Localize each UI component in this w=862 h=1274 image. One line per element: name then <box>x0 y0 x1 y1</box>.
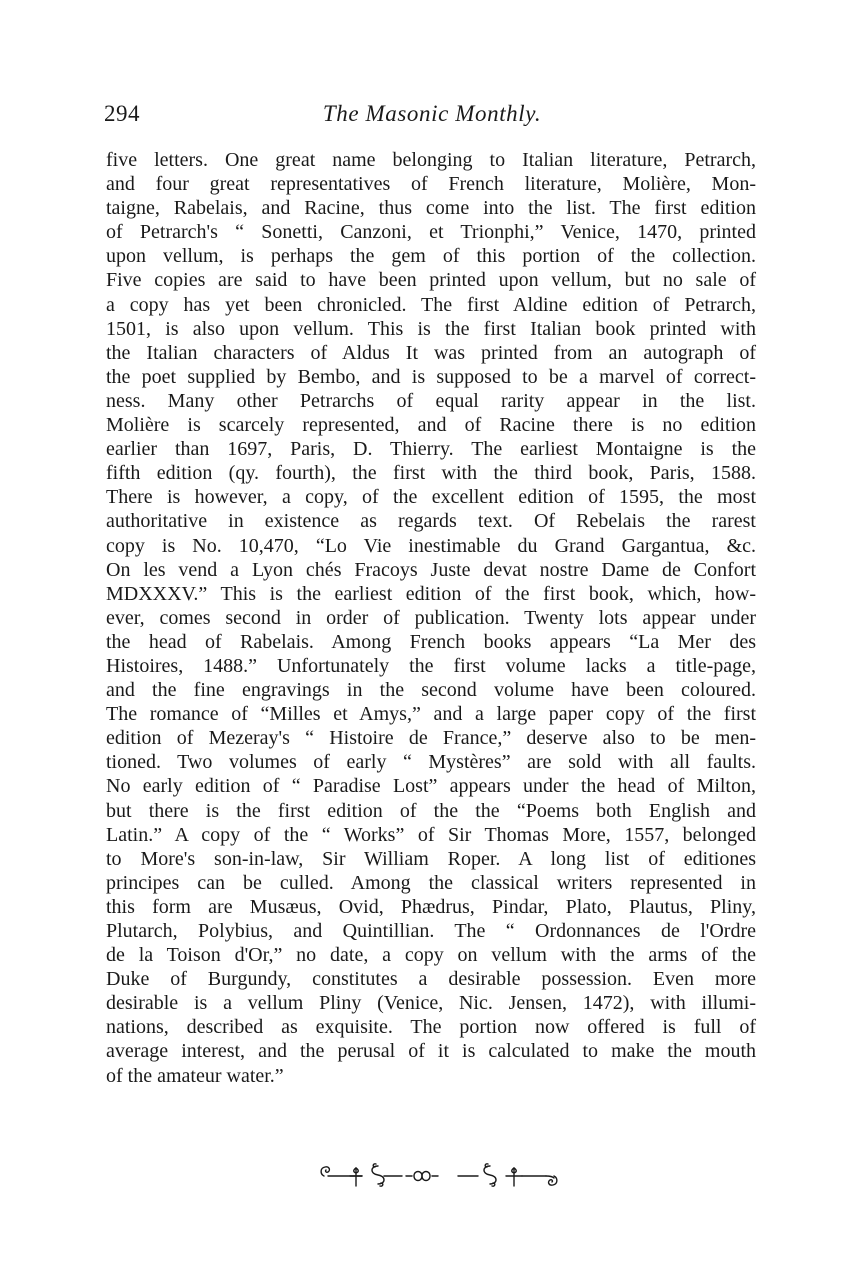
text-line: ever, comes second in order of publication. Twenty lots appear under <box>106 606 756 629</box>
text-line: earlier than 1697, Paris, D. Thierry. The earliest Montaigne is the <box>106 438 756 461</box>
text-line: taigne, Rabelais, and Racine, thus come into the list. The first edition <box>106 197 756 220</box>
text-line: the Italian characters of Aldus It was printed from an autograph of <box>106 341 756 364</box>
text-line: this form are Musæus, Ovid, Phædrus, Pindar, Plato, Plautus, Pliny, <box>106 895 756 918</box>
text-line: upon vellum, is perhaps the gem of this portion of the collection. <box>106 245 756 268</box>
text-line: On les vend a Lyon chés Fracoys Juste devat nostre Dame de Confort <box>106 558 756 581</box>
text-line: nations, described as exquisite. The portion now offered is full of <box>106 1016 756 1039</box>
text-line: ness. Many other Petrarchs of equal rarity appear in the list. <box>106 389 756 412</box>
text-line: Five copies are said to have been printed upon vellum, but no sale of <box>106 269 756 292</box>
text-line: edition of Mezeray's “ Histoire de France,” deserve also to be men- <box>106 727 756 750</box>
running-header <box>104 101 760 133</box>
text-line: fifth edition (qy. fourth), the first with the third book, Paris, 1588. <box>106 462 756 485</box>
text-line: principes can be culled. Among the classical writers represented in <box>106 871 756 894</box>
text-line: Latin.” A copy of the “ Works” of Sir Thomas More, 1557, belonged <box>106 823 756 846</box>
text-line: Histoires, 1488.” Unfortunately the first volume lacks a title-page, <box>106 654 756 677</box>
text-line: of Petrarch's “ Sonetti, Canzoni, et Trionphi,” Venice, 1470, printed <box>106 221 756 244</box>
text-line: and the fine engravings in the second volume have been coloured. <box>106 679 756 702</box>
text-line: the head of Rabelais. Among French books appears “La Mer des <box>106 630 756 653</box>
text-line: The romance of “Milles et Amys,” and a large paper copy of the first <box>106 703 756 726</box>
text-line: There is however, a copy, of the excellent edition of 1595, the most <box>106 486 756 509</box>
fleuron-ornament-icon <box>318 1156 562 1192</box>
text-line: tioned. Two volumes of early “ Mystères” are sold with all faults. <box>106 751 756 774</box>
text-line: a copy has yet been chronicled. The first Aldine edition of Petrarch, <box>106 293 756 316</box>
text-line: average interest, and the perusal of it is calculated to make the mouth <box>106 1040 756 1063</box>
text-line: Plutarch, Polybius, and Quintillian. The “ Ordonnances de l'Ordre <box>106 920 756 942</box>
article-body <box>106 148 756 1088</box>
text-line: authoritative in existence as regards text. Of Rebelais the rarest <box>106 510 756 533</box>
journal-title: The Masonic Monthly. <box>322 101 542 126</box>
text-line: to More's son-in-law, Sir William Roper. A long list of editiones <box>106 847 756 870</box>
text-line: MDXXXV.” This is the earliest edition of the first book, which, how- <box>106 582 756 605</box>
text-line: the poet supplied by Bembo, and is supposed to be a marvel of correct- <box>106 365 756 388</box>
text-line: five letters. One great name belonging to Italian literature, Petrarch, <box>106 149 756 171</box>
text-line: desirable is a vellum Pliny (Venice, Nic. Jensen, 1472), with illumi- <box>106 992 756 1015</box>
text-line: 1501, is also upon vellum. This is the first Italian book printed with <box>106 317 756 340</box>
text-line: Duke of Burgundy, constitutes a desirable possession. Even more <box>106 968 756 991</box>
text-line: copy is No. 10,470, “Lo Vie inestimable du Grand Gargantua, &c. <box>106 534 756 557</box>
text-line: No early edition of “ Paradise Lost” appears under the head of Milton, <box>106 775 756 798</box>
text-line: de la Toison d'Or,” no date, a copy on vellum with the arms of the <box>106 944 756 967</box>
text-line: and four great representatives of French literature, Molière, Mon- <box>106 173 756 196</box>
text-line: but there is the first edition of the the “Poems both English and <box>106 799 756 822</box>
text-line: of the amateur water.” <box>106 1064 284 1087</box>
page-number: 294 <box>104 101 140 126</box>
text-line: Molière is scarcely represented, and of Racine there is no edition <box>106 414 756 437</box>
